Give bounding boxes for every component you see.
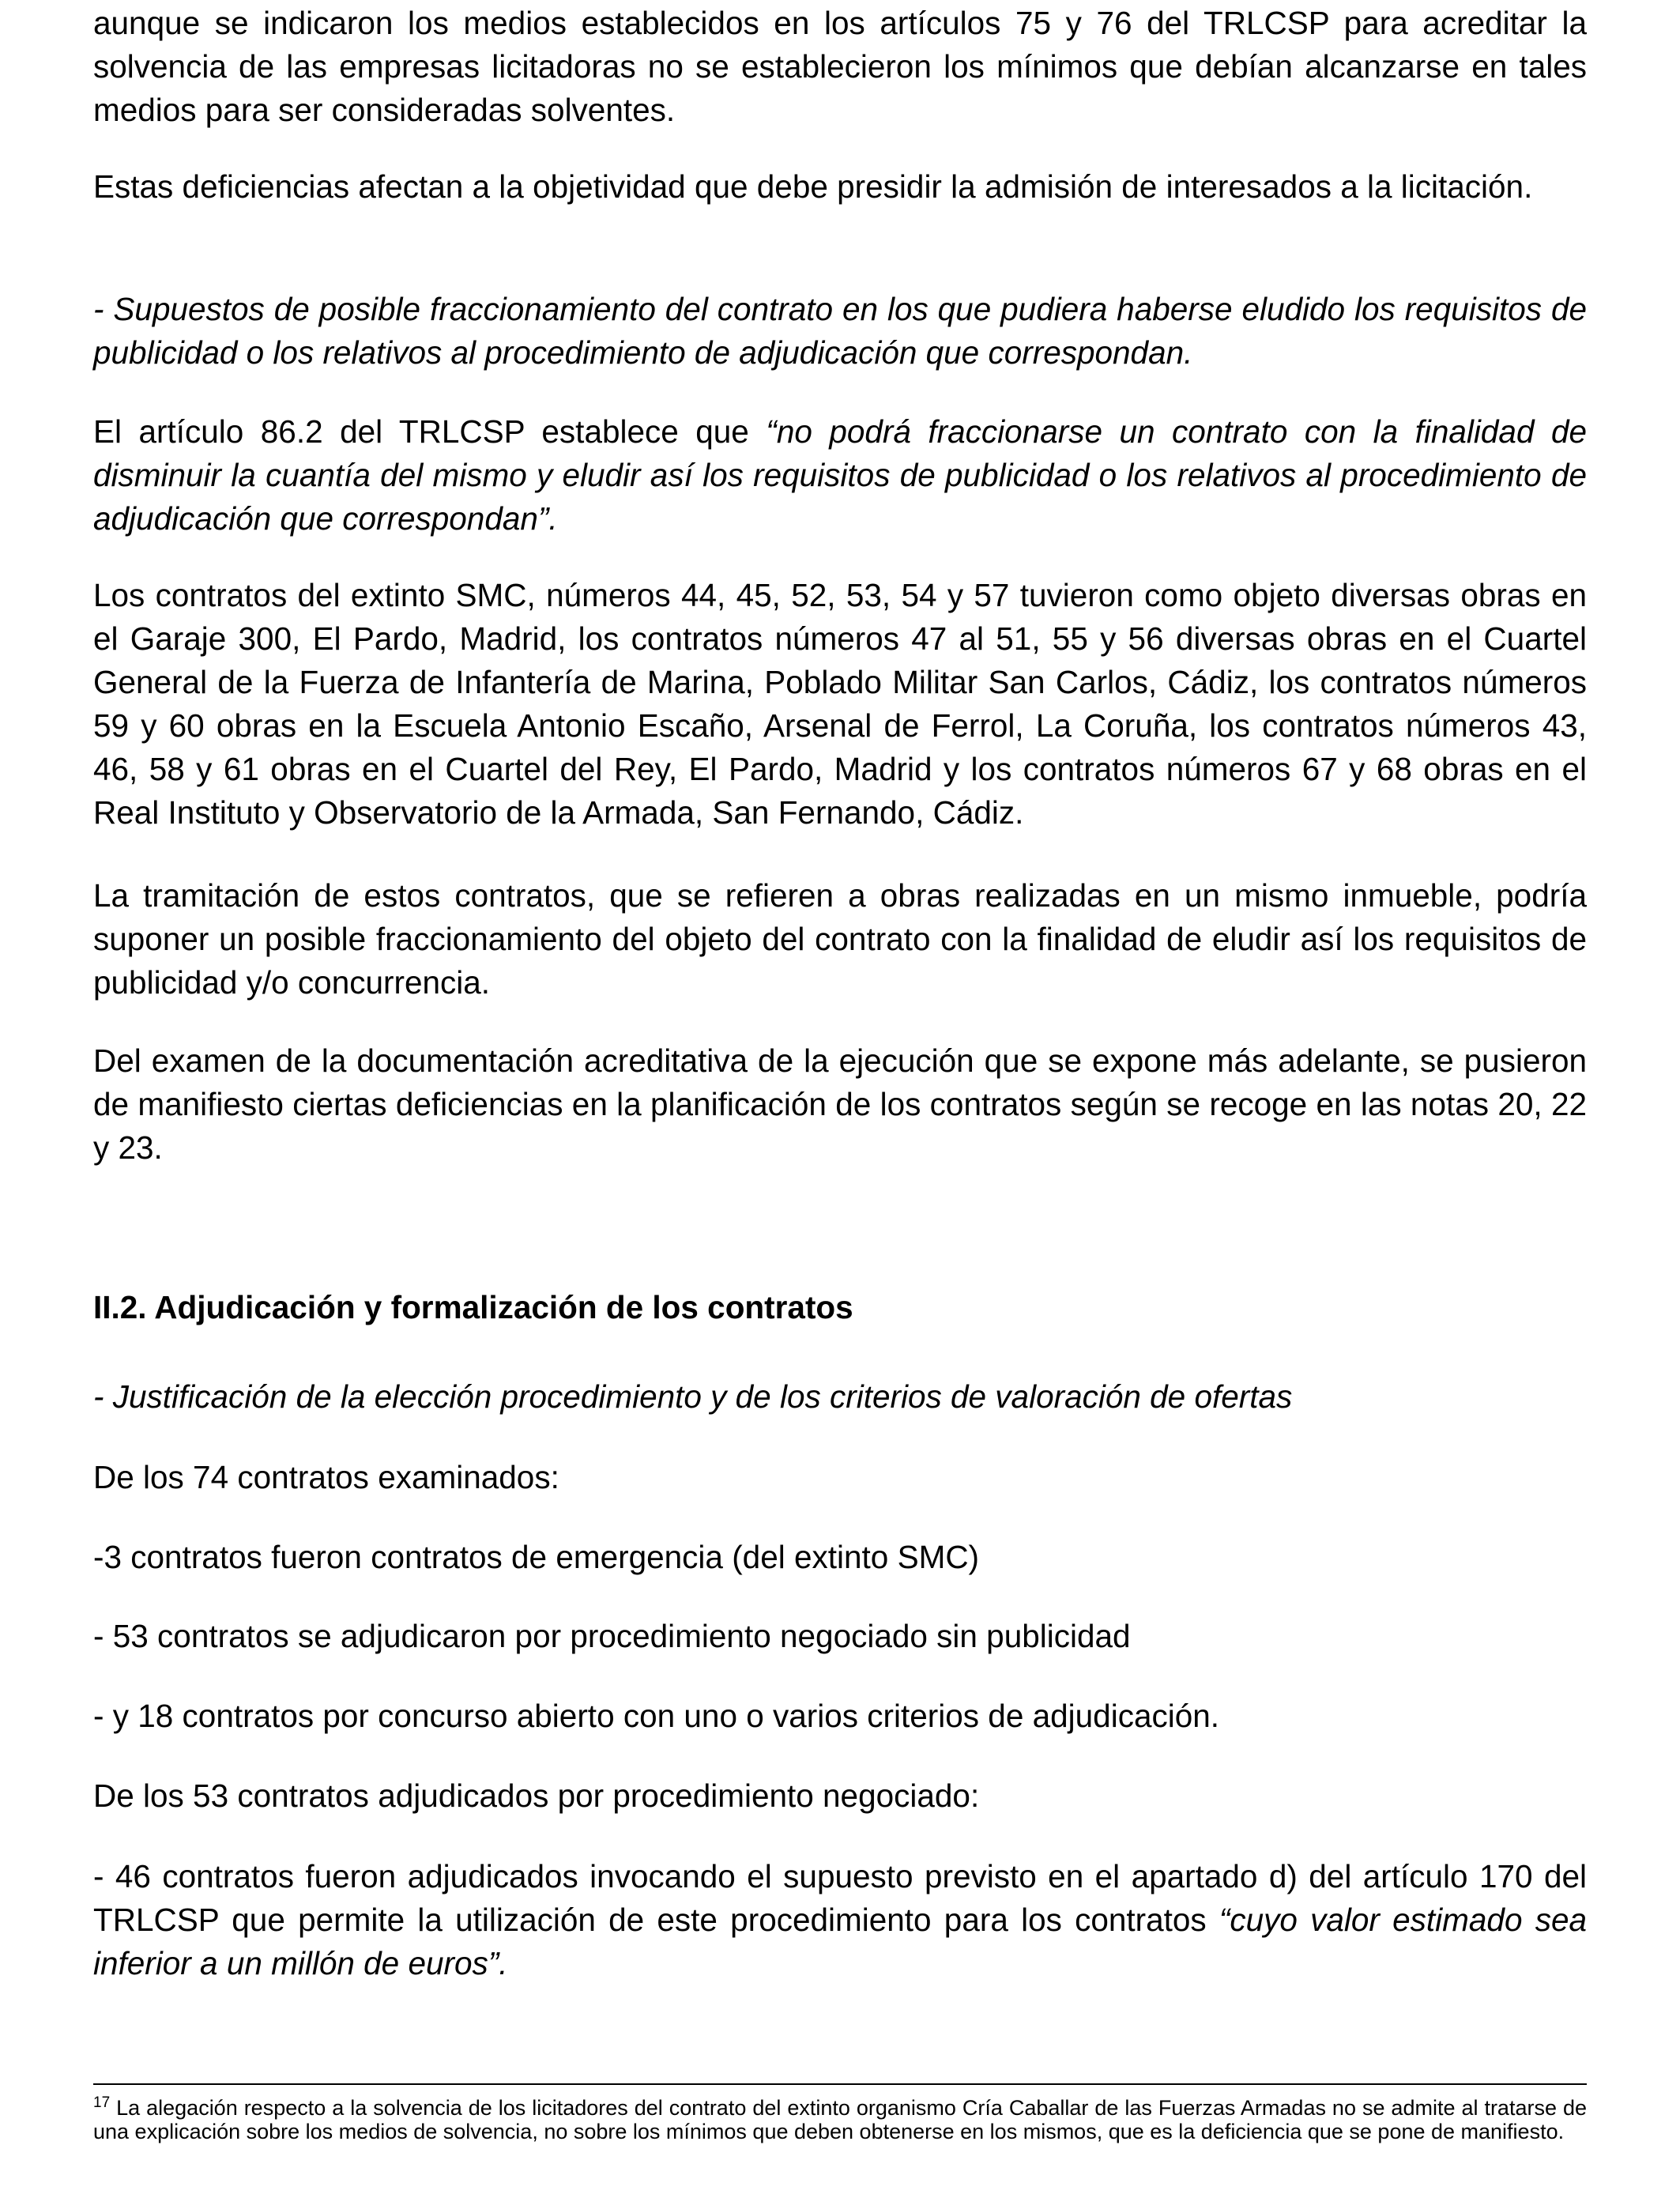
document-page — [93, 0, 1587, 2194]
list-item-negociado: - 53 contratos se adjudicaron por procedimiento negociado sin publicidad — [93, 1618, 1131, 1654]
paragraph-tramitacion: La tramitación de estos contratos, que se refieren a obras realizadas en un mismo inmueble, podría suponer un posible fraccionamiento del objeto del contrato con la finalidad de eludir así los requisitos de publicidad y/o concurrencia. — [93, 877, 1587, 1001]
footnote-text: La alegación respecto a la solvencia de los licitadores del contrato del extinto organismo Cría Caballar de las Fuerzas Armadas no se admite al tratarse de una explicación sobre los medios de solvencia, no sobre los mínimos que deben obtenerse en los mismos, que es la deficiencia que se pone de manifiesto. — [93, 2096, 1587, 2143]
footnote-number: 17 — [93, 2094, 111, 2111]
footnote — [93, 2096, 1587, 2143]
footnote-separator — [93, 2083, 1587, 2085]
paragraph-fraccionamiento-subtitle: - Supuestos de posible fraccionamiento del contrato en los que pudiera haberse eludido los requisitos de publicidad o los relativos al procedimiento de adjudicación que correspondan. — [93, 291, 1587, 371]
list-item-emergencia: -3 contratos fueron contratos de emergencia (del extinto SMC) — [93, 1539, 980, 1575]
paragraph-46-contratos-quote: “cuyo valor estimado sea inferior a un millón de euros”. — [93, 1902, 1587, 1981]
paragraph-46-contratos — [93, 1855, 1587, 1985]
paragraph-articulo-86-lead: El artículo 86.2 del TRLCSP establece que — [93, 413, 767, 450]
paragraph-articulo-86 — [93, 410, 1587, 541]
paragraph-74-contratos: De los 74 contratos examinados: — [93, 1459, 559, 1495]
paragraph-46-contratos-lead: - 46 contratos fueron adjudicados invocando el supuesto previsto en el apartado d) del artículo 170 del TRLCSP que permite la utilización de este procedimiento para los contratos — [93, 1858, 1587, 1938]
paragraph-articulo-86-quote: “no podrá fraccionarse un contrato con la finalidad de disminuir la cuantía del mismo y eludir así los requisitos de publicidad o los relativos al procedimiento de adjudicación que correspondan”. — [93, 413, 1587, 537]
section-heading: II.2. Adjudicación y formalización de los contratos — [93, 1289, 853, 1325]
paragraph-solvencia: aunque se indicaron los medios establecidos en los artículos 75 y 76 del TRLCSP para acreditar la solvencia de las empresas licitadoras no se establecieron los mínimos que debían alcanzarse en tales medios para ser consideradas solventes. — [93, 5, 1587, 128]
paragraph-53-contratos: De los 53 contratos adjudicados por procedimiento negociado: — [93, 1777, 980, 1814]
paragraph-examen: Del examen de la documentación acreditativa de la ejecución que se expone más adelante, se pusieron de manifiesto ciertas deficiencias en la planificación de los contratos según se recoge en las notas 20, 22 y 23. — [93, 1042, 1587, 1166]
paragraph-contratos-smc: Los contratos del extinto SMC, números 44, 45, 52, 53, 54 y 57 tuvieron como objeto diversas obras en el Garaje 300, El Pardo, Madrid, los contratos números 47 al 51, 55 y 56 diversas obras en el Cuartel General de la Fuerza de Infantería de Marina, Poblado Militar San Carlos, Cádiz, los contratos números 59 y 60 obras en la Escuela Antonio Escaño, Arsenal de Ferrol, La Coruña, los contratos números 43, 46, 58 y 61 obras en el Cuartel del Rey, El Pardo, Madrid y los contratos números 67 y 68 obras en el Real Instituto y Observatorio de la Armada, San Fernando, Cádiz. — [93, 577, 1587, 831]
list-item-concurso: - y 18 contratos por concurso abierto con uno o varios criterios de adjudicación. — [93, 1698, 1220, 1734]
paragraph-deficiencias: Estas deficiencias afectan a la objetividad que debe presidir la admisión de interesados a la licitación. — [93, 168, 1533, 205]
paragraph-justificacion-subtitle: - Justificación de la elección procedimiento y de los criterios de valoración de ofertas — [93, 1378, 1293, 1415]
